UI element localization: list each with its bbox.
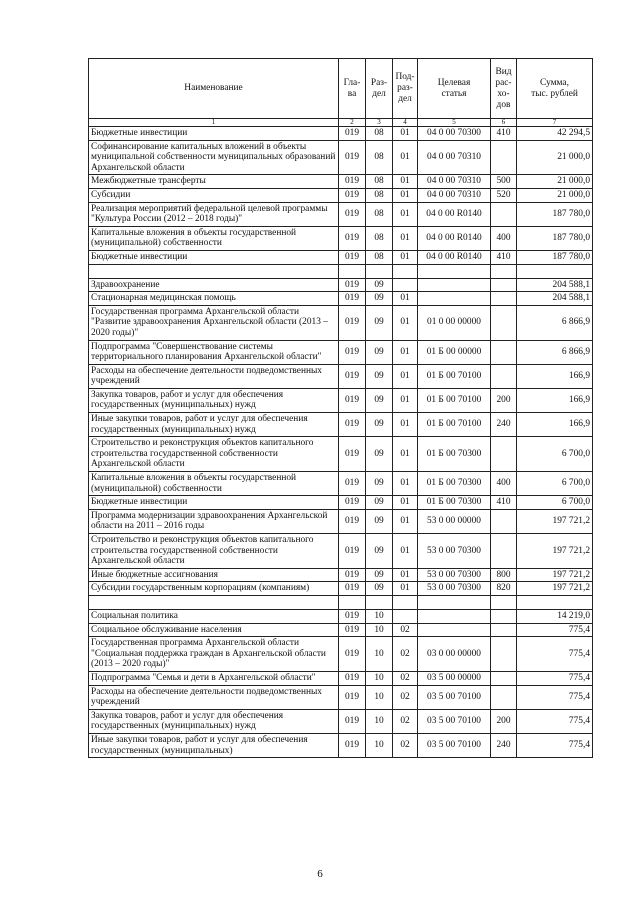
cell-glava: 019 (339, 226, 366, 250)
cell-sum: 187 780,0 (517, 202, 593, 226)
spacer-cell (517, 264, 593, 278)
col-number: 1 (89, 119, 339, 127)
page-number: 6 (317, 868, 323, 880)
cell-podrazdel: 01 (393, 340, 418, 364)
cell-razdel: 10 (366, 671, 393, 685)
cell-podrazdel (393, 609, 418, 623)
cell-glava: 019 (339, 127, 366, 141)
header-sum: Сумма, тыс. рублей (517, 59, 593, 119)
spacer-row (89, 264, 593, 278)
cell-name: Реализация мероприятий федеральной целевой программы "Культура России (2012 – 2018 годы)" (89, 202, 339, 226)
cell-vid: 400 (491, 472, 517, 496)
cell-podrazdel: 02 (393, 637, 418, 672)
cell-razdel: 08 (366, 188, 393, 202)
cell-name: Подпрограмма "Семья и дети в Архангельской области" (89, 671, 339, 685)
cell-razdel: 10 (366, 623, 393, 637)
cell-razdel: 09 (366, 534, 393, 569)
cell-podrazdel: 01 (393, 292, 418, 306)
column-number-row (89, 119, 593, 127)
table-row (89, 671, 593, 685)
table-row (89, 188, 593, 202)
cell-vid: 410 (491, 496, 517, 510)
cell-vid: 520 (491, 188, 517, 202)
cell-name: Софинансирование капитальных вложений в объекты муниципальной собственности муниципальных образований Архангельской области (89, 140, 339, 175)
cell-glava: 019 (339, 733, 366, 757)
cell-podrazdel: 01 (393, 413, 418, 437)
cell-name: Капитальные вложения в объекты государственной (муниципальной) собственности (89, 472, 339, 496)
header-row (89, 59, 593, 119)
cell-sum: 6 700,0 (517, 437, 593, 472)
cell-sum: 197 721,2 (517, 534, 593, 569)
cell-podrazdel: 01 (393, 437, 418, 472)
cell-podrazdel: 01 (393, 509, 418, 533)
cell-glava: 019 (339, 534, 366, 569)
cell-glava: 019 (339, 637, 366, 672)
cell-glava: 019 (339, 582, 366, 596)
cell-target: 03 5 00 70100 (418, 733, 491, 757)
cell-razdel: 08 (366, 226, 393, 250)
cell-target: 03 5 00 00000 (418, 671, 491, 685)
spacer-cell (89, 595, 339, 609)
cell-name: Государственная программа Архангельской области "Социальная поддержка граждан в Архангельской области (2013 – 2020 годы)" (89, 637, 339, 672)
cell-name: Бюджетные инвестиции (89, 496, 339, 510)
spacer-cell (517, 595, 593, 609)
cell-target (418, 609, 491, 623)
cell-glava: 019 (339, 140, 366, 175)
cell-podrazdel: 01 (393, 140, 418, 175)
table-row (89, 472, 593, 496)
cell-razdel: 08 (366, 250, 393, 264)
cell-glava: 019 (339, 623, 366, 637)
cell-name: Субсидии государственным корпорациям (компаниям) (89, 582, 339, 596)
cell-vid (491, 305, 517, 340)
cell-target (418, 278, 491, 292)
cell-sum: 775,4 (517, 623, 593, 637)
cell-sum: 187 780,0 (517, 250, 593, 264)
cell-razdel: 09 (366, 278, 393, 292)
cell-target: 01 Б 00 70100 (418, 364, 491, 388)
table-row (89, 305, 593, 340)
spacer-cell (339, 595, 366, 609)
cell-razdel: 08 (366, 175, 393, 189)
cell-razdel: 10 (366, 685, 393, 709)
cell-target: 01 Б 00 70300 (418, 472, 491, 496)
table-row (89, 496, 593, 510)
cell-glava: 019 (339, 609, 366, 623)
table-row (89, 709, 593, 733)
spacer-cell (89, 264, 339, 278)
cell-target: 04 0 00 R0140 (418, 250, 491, 264)
cell-target (418, 623, 491, 637)
cell-sum: 42 294,5 (517, 127, 593, 141)
table-row (89, 202, 593, 226)
cell-podrazdel (393, 278, 418, 292)
cell-sum: 204 588,1 (517, 278, 593, 292)
table-row (89, 623, 593, 637)
header-vid: Вид рас- хо- дов (491, 59, 517, 119)
spacer-cell (491, 595, 517, 609)
table-row (89, 609, 593, 623)
header-target: Целевая статья (418, 59, 491, 119)
cell-sum: 775,4 (517, 671, 593, 685)
cell-sum: 21 000,0 (517, 188, 593, 202)
cell-glava: 019 (339, 685, 366, 709)
cell-target (418, 292, 491, 306)
cell-sum: 775,4 (517, 685, 593, 709)
cell-vid: 800 (491, 568, 517, 582)
cell-name: Здравоохранение (89, 278, 339, 292)
cell-vid (491, 202, 517, 226)
cell-glava: 019 (339, 278, 366, 292)
cell-name: Иные закупки товаров, работ и услуг для обеспечения государственных (муниципальных) нужд (89, 413, 339, 437)
cell-name: Расходы на обеспечение деятельности подведомственных учреждений (89, 364, 339, 388)
cell-sum: 204 588,1 (517, 292, 593, 306)
cell-target: 04 0 00 70310 (418, 140, 491, 175)
cell-podrazdel: 01 (393, 388, 418, 412)
cell-sum: 166,9 (517, 388, 593, 412)
cell-name: Социальная политика (89, 609, 339, 623)
cell-name: Закупка товаров, работ и услуг для обеспечения государственных (муниципальных) нужд (89, 388, 339, 412)
cell-podrazdel: 01 (393, 202, 418, 226)
cell-target: 53 0 00 70300 (418, 534, 491, 569)
cell-sum: 197 721,2 (517, 582, 593, 596)
cell-name: Бюджетные инвестиции (89, 250, 339, 264)
cell-podrazdel: 01 (393, 568, 418, 582)
table-row (89, 278, 593, 292)
cell-vid: 410 (491, 127, 517, 141)
cell-sum: 6 866,9 (517, 305, 593, 340)
cell-podrazdel: 01 (393, 127, 418, 141)
cell-vid: 200 (491, 388, 517, 412)
header-glava: Гла- ва (339, 59, 366, 119)
cell-vid: 410 (491, 250, 517, 264)
cell-target: 01 Б 00 70100 (418, 413, 491, 437)
cell-podrazdel: 01 (393, 496, 418, 510)
cell-sum: 21 000,0 (517, 175, 593, 189)
cell-target: 01 Б 00 70100 (418, 388, 491, 412)
cell-podrazdel: 01 (393, 364, 418, 388)
cell-glava: 019 (339, 305, 366, 340)
cell-podrazdel: 01 (393, 250, 418, 264)
cell-podrazdel: 02 (393, 733, 418, 757)
cell-vid (491, 685, 517, 709)
cell-glava: 019 (339, 202, 366, 226)
cell-sum: 166,9 (517, 413, 593, 437)
cell-vid (491, 140, 517, 175)
cell-vid: 500 (491, 175, 517, 189)
cell-name: Иные закупки товаров, работ и услуг для обеспечения государственных (муниципальных) (89, 733, 339, 757)
cell-name: Расходы на обеспечение деятельности подведомственных учреждений (89, 685, 339, 709)
cell-podrazdel: 02 (393, 623, 418, 637)
cell-glava: 019 (339, 250, 366, 264)
cell-razdel: 09 (366, 437, 393, 472)
cell-podrazdel: 01 (393, 305, 418, 340)
budget-table (88, 58, 593, 758)
cell-razdel: 09 (366, 568, 393, 582)
cell-vid (491, 364, 517, 388)
cell-sum: 6 700,0 (517, 496, 593, 510)
spacer-cell (418, 595, 491, 609)
cell-vid (491, 534, 517, 569)
cell-vid (491, 509, 517, 533)
table-row (89, 534, 593, 569)
spacer-cell (393, 595, 418, 609)
cell-name: Субсидии (89, 188, 339, 202)
table-row (89, 388, 593, 412)
cell-razdel: 09 (366, 496, 393, 510)
col-number: 6 (491, 119, 517, 127)
table-row (89, 364, 593, 388)
cell-name: Программа модернизации здравоохранения Архангельской области на 2011 – 2016 годы (89, 509, 339, 533)
cell-vid (491, 340, 517, 364)
cell-vid (491, 437, 517, 472)
cell-target: 53 0 00 70300 (418, 582, 491, 596)
table-row (89, 437, 593, 472)
cell-razdel: 09 (366, 340, 393, 364)
cell-sum: 775,4 (517, 733, 593, 757)
cell-target: 03 0 00 00000 (418, 637, 491, 672)
cell-name: Закупка товаров, работ и услуг для обеспечения государственных (муниципальных) нужд (89, 709, 339, 733)
header-podrazdel: Под- раз- дел (393, 59, 418, 119)
cell-glava: 019 (339, 437, 366, 472)
cell-vid (491, 671, 517, 685)
spacer-cell (339, 264, 366, 278)
table-row (89, 340, 593, 364)
cell-podrazdel: 01 (393, 188, 418, 202)
spacer-cell (418, 264, 491, 278)
table-row (89, 685, 593, 709)
cell-vid (491, 609, 517, 623)
cell-vid (491, 292, 517, 306)
header-name: Наименование (89, 59, 339, 119)
cell-sum: 14 219,0 (517, 609, 593, 623)
cell-target: 01 Б 00 00000 (418, 340, 491, 364)
cell-target: 04 0 00 70310 (418, 175, 491, 189)
cell-razdel: 10 (366, 709, 393, 733)
cell-razdel: 10 (366, 733, 393, 757)
cell-name: Бюджетные инвестиции (89, 127, 339, 141)
cell-glava: 019 (339, 509, 366, 533)
table-row (89, 127, 593, 141)
cell-target: 04 0 00 70300 (418, 127, 491, 141)
header-razdel: Раз- дел (366, 59, 393, 119)
cell-razdel: 08 (366, 202, 393, 226)
cell-name: Строительство и реконструкция объектов капитального строительства государственной собственности Архангельской области (89, 437, 339, 472)
spacer-cell (366, 264, 393, 278)
col-number: 2 (339, 119, 366, 127)
table-row (89, 568, 593, 582)
cell-target: 03 5 00 70100 (418, 709, 491, 733)
spacer-cell (366, 595, 393, 609)
cell-sum: 197 721,2 (517, 509, 593, 533)
table-row (89, 140, 593, 175)
cell-target: 01 0 00 00000 (418, 305, 491, 340)
cell-podrazdel: 01 (393, 582, 418, 596)
table-row (89, 733, 593, 757)
cell-vid: 200 (491, 709, 517, 733)
cell-vid (491, 637, 517, 672)
cell-razdel: 10 (366, 637, 393, 672)
cell-razdel: 10 (366, 609, 393, 623)
cell-glava: 019 (339, 340, 366, 364)
cell-sum: 197 721,2 (517, 568, 593, 582)
cell-sum: 187 780,0 (517, 226, 593, 250)
cell-razdel: 09 (366, 472, 393, 496)
table-body (89, 127, 593, 758)
col-number: 5 (418, 119, 491, 127)
spacer-cell (491, 264, 517, 278)
col-number: 7 (517, 119, 593, 127)
cell-razdel: 09 (366, 582, 393, 596)
cell-vid: 240 (491, 733, 517, 757)
cell-podrazdel: 01 (393, 534, 418, 569)
cell-target: 04 0 00 R0140 (418, 202, 491, 226)
cell-name: Стационарная медицинская помощь (89, 292, 339, 306)
table-row (89, 582, 593, 596)
cell-glava: 019 (339, 175, 366, 189)
cell-sum: 21 000,0 (517, 140, 593, 175)
cell-glava: 019 (339, 671, 366, 685)
cell-name: Подпрограмма "Совершенствование системы территориального планирования Архангельской области" (89, 340, 339, 364)
col-number: 4 (393, 119, 418, 127)
cell-target: 03 5 00 70100 (418, 685, 491, 709)
table-row (89, 292, 593, 306)
cell-glava: 019 (339, 496, 366, 510)
cell-glava: 019 (339, 388, 366, 412)
cell-sum: 775,4 (517, 637, 593, 672)
cell-podrazdel: 02 (393, 709, 418, 733)
cell-target: 01 Б 00 70300 (418, 437, 491, 472)
cell-vid (491, 623, 517, 637)
cell-razdel: 09 (366, 305, 393, 340)
cell-sum: 775,4 (517, 709, 593, 733)
cell-glava: 019 (339, 188, 366, 202)
cell-podrazdel: 02 (393, 671, 418, 685)
cell-vid: 820 (491, 582, 517, 596)
cell-name: Межбюджетные трансферты (89, 175, 339, 189)
table-row (89, 509, 593, 533)
cell-vid: 400 (491, 226, 517, 250)
cell-sum: 6 866,9 (517, 340, 593, 364)
cell-name: Социальное обслуживание населения (89, 623, 339, 637)
cell-name: Строительство и реконструкция объектов капитального строительства государственной собственности Архангельской области (89, 534, 339, 569)
cell-glava: 019 (339, 413, 366, 437)
cell-name: Иные бюджетные ассигнования (89, 568, 339, 582)
cell-sum: 6 700,0 (517, 472, 593, 496)
cell-target: 53 0 00 00000 (418, 509, 491, 533)
table-row (89, 175, 593, 189)
cell-sum: 166,9 (517, 364, 593, 388)
cell-razdel: 08 (366, 140, 393, 175)
cell-vid (491, 278, 517, 292)
cell-glava: 019 (339, 709, 366, 733)
cell-name: Капитальные вложения в объекты государственной (муниципальной) собственности (89, 226, 339, 250)
cell-target: 01 Б 00 70300 (418, 496, 491, 510)
cell-glava: 019 (339, 472, 366, 496)
cell-razdel: 09 (366, 509, 393, 533)
cell-glava: 019 (339, 568, 366, 582)
cell-target: 04 0 00 R0140 (418, 226, 491, 250)
cell-podrazdel: 02 (393, 685, 418, 709)
cell-razdel: 09 (366, 364, 393, 388)
cell-razdel: 09 (366, 388, 393, 412)
cell-glava: 019 (339, 292, 366, 306)
col-number: 3 (366, 119, 393, 127)
table-row (89, 637, 593, 672)
cell-vid: 240 (491, 413, 517, 437)
table-row (89, 250, 593, 264)
cell-podrazdel: 01 (393, 175, 418, 189)
cell-razdel: 09 (366, 413, 393, 437)
cell-podrazdel: 01 (393, 472, 418, 496)
spacer-cell (393, 264, 418, 278)
table-row (89, 226, 593, 250)
cell-podrazdel: 01 (393, 226, 418, 250)
spacer-row (89, 595, 593, 609)
cell-razdel: 09 (366, 292, 393, 306)
cell-target: 04 0 00 70310 (418, 188, 491, 202)
cell-glava: 019 (339, 364, 366, 388)
table-row (89, 413, 593, 437)
cell-razdel: 08 (366, 127, 393, 141)
cell-target: 53 0 00 70300 (418, 568, 491, 582)
cell-name: Государственная программа Архангельской области "Развитие здравоохранения Архангельской области (2013 – 2020 годы)" (89, 305, 339, 340)
